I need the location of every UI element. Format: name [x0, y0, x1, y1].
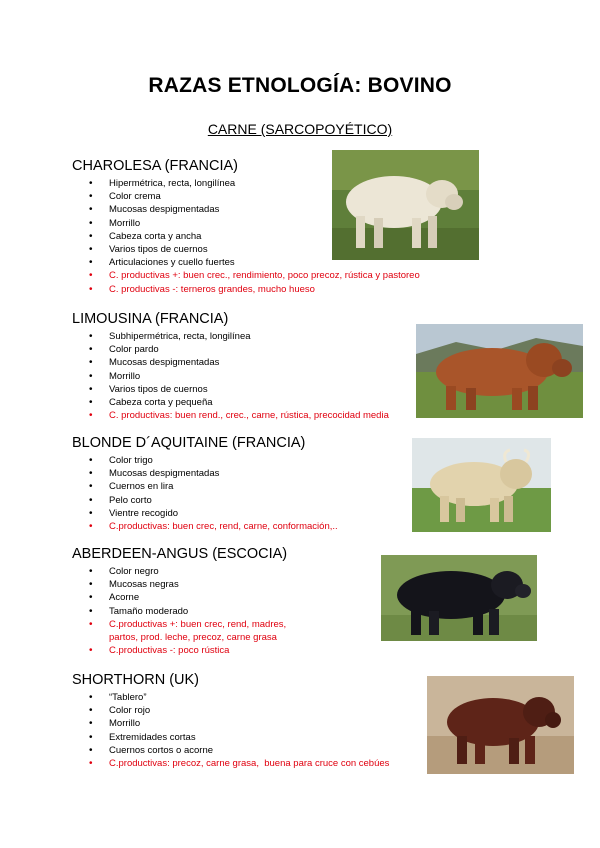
trait-item: • Mucosas despigmentadas	[72, 467, 592, 480]
trait-item: • Mucosas negras	[72, 578, 592, 591]
page-title: RAZAS ETNOLOGÍA: BOVINO	[148, 74, 452, 97]
blonde-aquitaine-bull-photo	[412, 438, 551, 532]
trait-item: • Cuernos en lira	[72, 480, 592, 493]
trait-item: • Color rojo	[72, 704, 592, 717]
breed-heading: SHORTHORN (UK)	[72, 672, 200, 688]
trait-item: • Mucosas despigmentadas	[72, 203, 592, 216]
trait-item: • Acorne	[72, 591, 592, 604]
trait-item: • Morrillo	[72, 217, 592, 230]
aberdeen-angus-bull-photo	[381, 555, 537, 641]
productive-traits-item: • C.productivas +: buen crec, rend, madres,	[72, 618, 592, 631]
breed-heading: LIMOUSINA (FRANCIA)	[72, 311, 229, 327]
productive-traits-item: • C.productivas: buen crec, rend, carne, conformación,..	[72, 520, 592, 533]
trait-item: • Extremidades cortas	[72, 731, 592, 744]
trait-item: • Cabeza corta y pequeña	[72, 396, 592, 409]
productive-traits-item: • C.productivas: precoz, carne grasa, buena para cruce con cebúes	[72, 757, 592, 770]
trait-item: • Mucosas despigmentadas	[72, 356, 592, 369]
breed-heading: CHAROLESA (FRANCIA)	[72, 158, 238, 174]
productive-traits-item: • C. productivas +: buen crec., rendimiento, poco precoz, rústica y pastoreo	[72, 269, 592, 282]
productive-traits-item: • C. productivas -: terneros grandes, mucho hueso	[72, 283, 592, 296]
trait-item: • Vientre recogido	[72, 507, 592, 520]
trait-item: • Pelo corto	[72, 494, 592, 507]
trait-item: • Color negro	[72, 565, 592, 578]
breed-heading: BLONDE D´AQUITAINE (FRANCIA)	[72, 435, 306, 451]
limousina-bull-photo	[416, 324, 583, 418]
trait-item: • Subhipermétrica, recta, longilínea	[72, 330, 592, 343]
productive-traits-item: • C. productivas: buen rend., crec., carne, rústica, precocidad media	[72, 409, 592, 422]
trait-item: • Cabeza corta y ancha	[72, 230, 592, 243]
trait-item: • Hipermétrica, recta, longilínea	[72, 177, 592, 190]
trait-item: • Cuernos cortos o acorne	[72, 744, 592, 757]
shorthorn-bull-photo	[427, 676, 574, 774]
breed-heading: ABERDEEN-ANGUS (ESCOCIA)	[72, 546, 288, 562]
trait-item: • Varios tipos de cuernos	[72, 383, 592, 396]
trait-item: • Morrillo	[72, 717, 592, 730]
page-subtitle	[0, 121, 600, 137]
trait-item: • Color crema	[72, 190, 592, 203]
productive-traits-continuation: partos, prod. leche, precoz, carne grasa	[109, 632, 277, 644]
trait-item: • Color trigo	[72, 454, 592, 467]
subtitle-text: CARNE (SARCOPOYÉTICO)	[207, 121, 393, 137]
trait-item: • “Tablero”	[72, 691, 592, 704]
productive-traits-item: • C.productivas -: poco rústica	[72, 644, 592, 657]
trait-item: • Tamaño moderado	[72, 605, 592, 618]
trait-item: • Varios tipos de cuernos	[72, 243, 592, 256]
trait-item: • Morrillo	[72, 370, 592, 383]
trait-item: • Color pardo	[72, 343, 592, 356]
charolesa-bull-photo	[332, 150, 479, 260]
trait-item: • Articulaciones y cuello fuertes	[72, 256, 592, 269]
